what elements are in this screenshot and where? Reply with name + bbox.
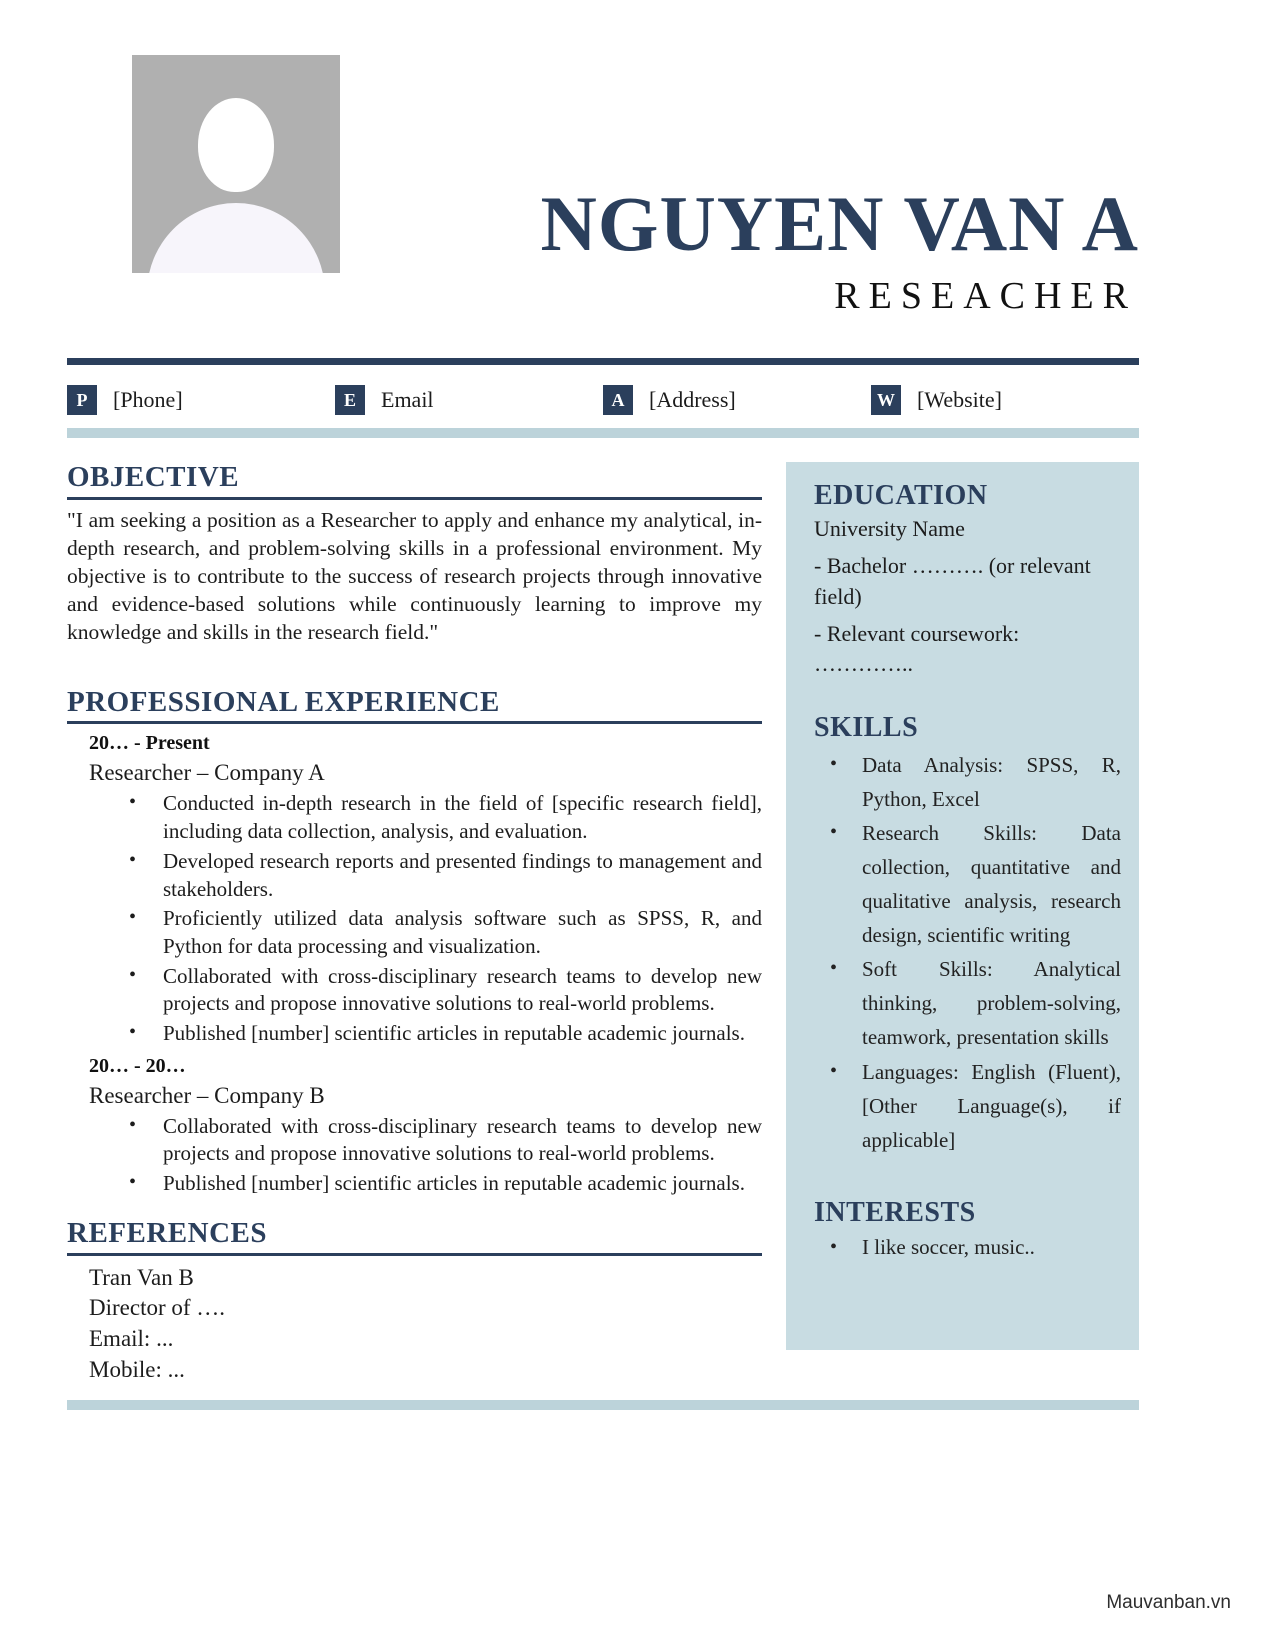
objective-text: "I am seeking a position as a Researcher to apply and enhance my analytical, in-depth research, and problem-solving skills in a professional environment. My objective is to contribute to the success of research projects through innovative and evidence-based solutions while continuously learning to improve my knowledge and skills in the research field." xyxy=(67,507,762,644)
references-rule xyxy=(67,1253,762,1256)
list-item: • Developed research reports and presented findings to management and stakeholders. xyxy=(67,848,762,903)
section-experience xyxy=(67,687,762,1198)
reference-name: Tran Van B xyxy=(89,1264,194,1290)
list-item: • Data Analysis: SPSS, R, Python, Excel xyxy=(804,748,1121,816)
section-interests xyxy=(804,1197,1121,1263)
contact-phone-value: [Phone] xyxy=(113,387,183,412)
job-role: Researcher – Company A xyxy=(89,760,325,786)
skills-heading: SKILLS xyxy=(814,712,919,744)
avatar xyxy=(132,55,340,273)
skills-list xyxy=(804,748,1121,1156)
name-block xyxy=(349,180,1139,317)
contact-item-phone[interactable] xyxy=(67,378,335,422)
avatar-body-icon xyxy=(147,203,325,273)
references-heading: REFERENCES xyxy=(67,1216,267,1249)
list-item: • Published [number] scientific articles in reputable academic journals. xyxy=(67,1170,762,1198)
education-university: University Name xyxy=(814,516,965,542)
job-role: Researcher – Company B xyxy=(89,1082,325,1108)
interests-list xyxy=(804,1233,1121,1262)
contact-address-value: [Address] xyxy=(649,387,736,412)
objective-rule xyxy=(67,497,762,500)
contact-band-divider xyxy=(67,428,1139,438)
sidebar xyxy=(786,462,1139,1350)
experience-entry xyxy=(67,1054,762,1198)
contact-email-value: Email xyxy=(381,387,434,412)
job-date: 20… - 20… xyxy=(89,1054,186,1077)
reference-mobile: Mobile: ... xyxy=(89,1356,185,1382)
section-objective xyxy=(67,462,762,647)
avatar-head-icon xyxy=(198,98,274,192)
education-coursework: - Relevant coursework: ………….. xyxy=(814,620,1020,677)
job-title: RESEACHER xyxy=(834,275,1137,317)
footer-band-divider xyxy=(67,1400,1139,1410)
section-references xyxy=(67,1218,762,1385)
page-title: NGUYEN VAN A xyxy=(540,180,1139,267)
reference-title: Director of …. xyxy=(89,1295,226,1321)
contact-website-value: [Website] xyxy=(917,387,1002,412)
list-item: • I like soccer, music.. xyxy=(804,1233,1121,1262)
reference-email: Email: ... xyxy=(89,1325,174,1351)
job-bullet-list xyxy=(67,1113,762,1198)
contact-bar xyxy=(67,378,1139,422)
address-icon: A xyxy=(603,385,633,415)
job-date: 20… - Present xyxy=(89,732,210,755)
list-item: • Soft Skills: Analytical thinking, problem-solving, teamwork, presentation skills xyxy=(804,952,1121,1054)
section-education xyxy=(804,480,1121,680)
experience-heading: PROFESSIONAL EXPERIENCE xyxy=(67,685,500,718)
email-icon: E xyxy=(335,385,365,415)
header-divider xyxy=(67,358,1139,365)
website-icon: W xyxy=(871,385,901,415)
education-heading: EDUCATION xyxy=(814,480,988,511)
interests-heading: INTERESTS xyxy=(814,1196,976,1228)
experience-entry xyxy=(67,731,762,1047)
list-item: • Published [number] scientific articles in reputable academic journals. xyxy=(67,1020,762,1048)
footer-watermark: Mauvanban.vn xyxy=(1106,1592,1231,1613)
contact-item-email[interactable] xyxy=(335,378,603,422)
job-bullet-list xyxy=(67,790,762,1047)
list-item: • Languages: English (Fluent), [Other Language(s), if applicable] xyxy=(804,1055,1121,1157)
objective-heading: OBJECTIVE xyxy=(67,461,240,493)
section-skills xyxy=(804,712,1121,1156)
resume-header xyxy=(67,55,1139,317)
main-column xyxy=(67,462,762,1385)
list-item: • Collaborated with cross-disciplinary research teams to develop new projects and propose innovative solutions to real-world problems. xyxy=(67,1113,762,1168)
experience-rule xyxy=(67,721,762,724)
education-degree: - Bachelor ………. (or relevant field) xyxy=(814,552,1091,609)
list-item: • Research Skills: Data collection, quantitative and qualitative analysis, research design, scientific writing xyxy=(804,816,1121,952)
list-item: • Proficiently utilized data analysis software such as SPSS, R, and Python for data processing and visualization. xyxy=(67,905,762,960)
contact-item-website[interactable] xyxy=(871,378,1139,422)
list-item: • Conducted in-depth research in the field of [specific research field], including data collection, analysis, and evaluation. xyxy=(67,790,762,845)
contact-item-address[interactable] xyxy=(603,378,871,422)
phone-icon: P xyxy=(67,385,97,415)
list-item: • Collaborated with cross-disciplinary research teams to develop new projects and propose innovative solutions to real-world problems. xyxy=(67,963,762,1018)
